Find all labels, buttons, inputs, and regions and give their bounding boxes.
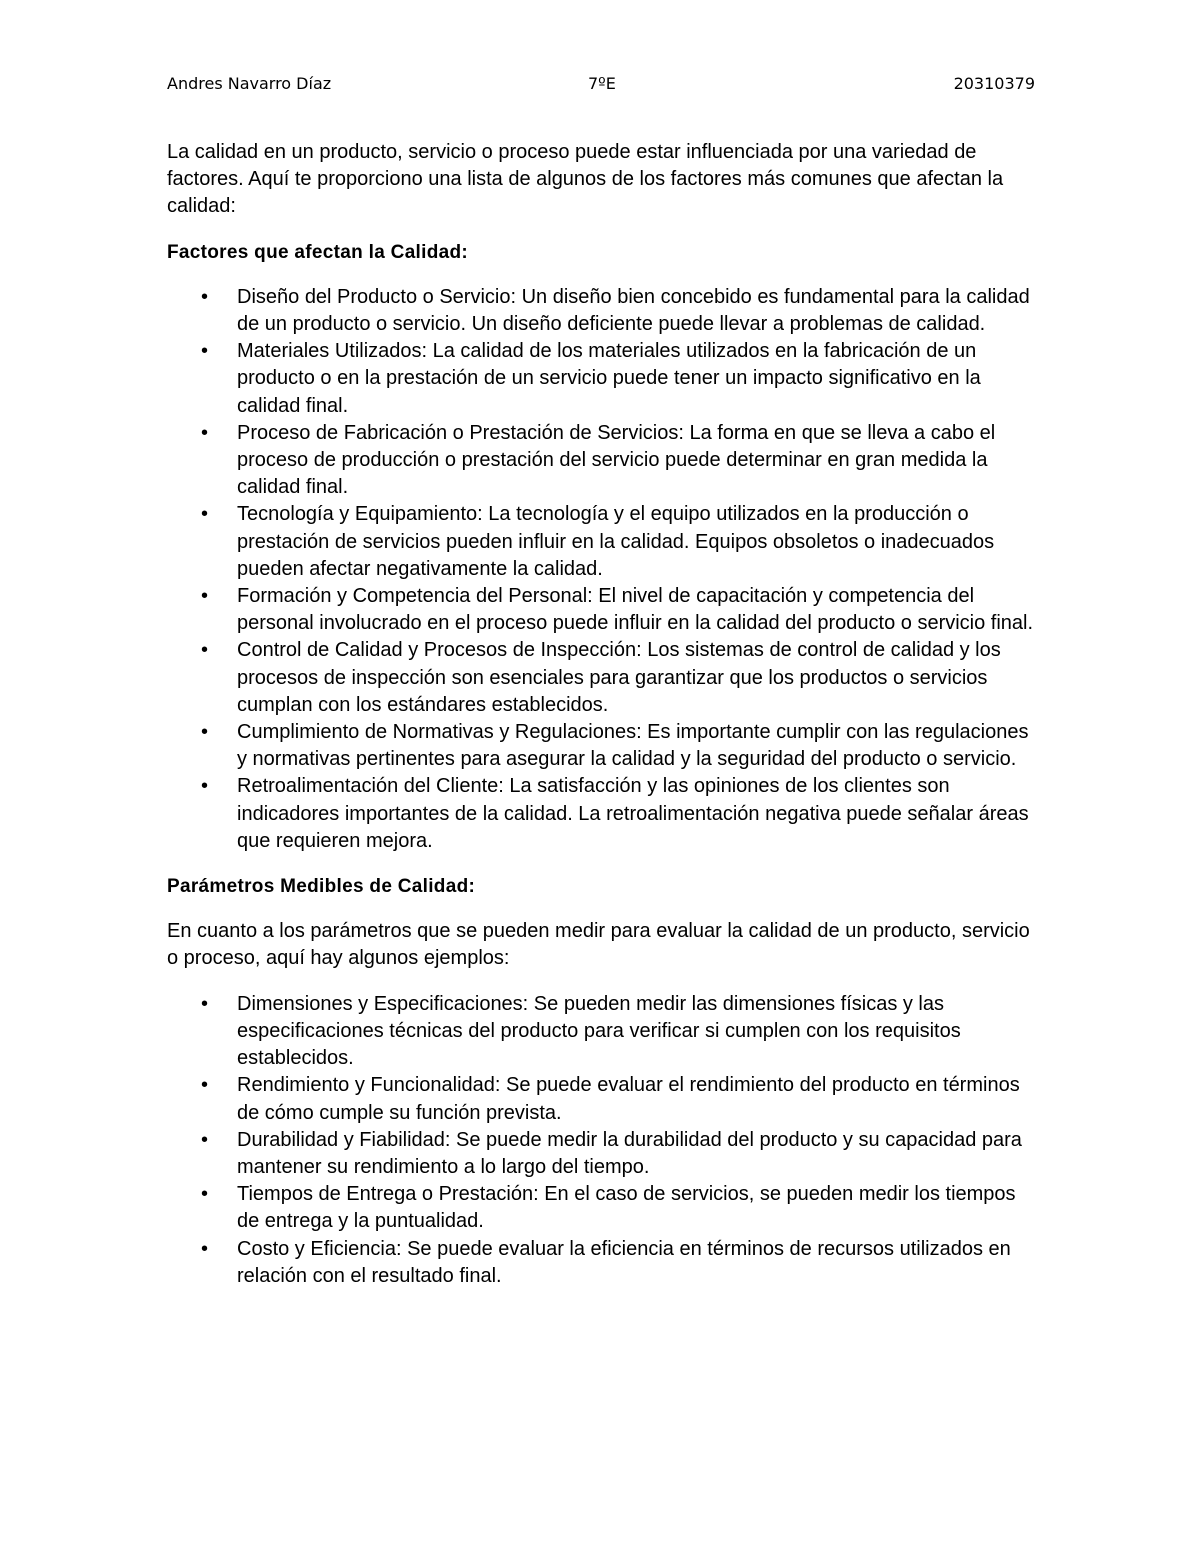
bullet-icon: • xyxy=(201,775,209,798)
list-item-text: Diseño del Producto o Servicio: Un diseño bien concebido es fundamental para la calidad de un producto o servicio. Un diseño deficiente puede llevar a problemas de calidad. xyxy=(237,285,1030,336)
intro-paragraph: La calidad en un producto, servicio o proceso puede estar influenciada por una variedad de factores. Aquí te proporciono una lista de algunos de los factores más comunes que afectan la calidad: xyxy=(167,141,1004,218)
list-item xyxy=(167,1236,1035,1290)
list-item xyxy=(167,420,1035,502)
list-item-text: Proceso de Fabricación o Prestación de Servicios: La forma en que se lleva a cabo el proceso de producción o prestación del servicio puede determinar en gran medida la calidad final. xyxy=(237,421,996,499)
list-item-text: Costo y Eficiencia: Se puede evaluar la eficiencia en términos de recursos utilizados en relación con el resultado final. xyxy=(237,1237,1011,1287)
list-item-text: Formación y Competencia del Personal: El nivel de capacitación y competencia del personal involucrado en el proceso puede influir en la calidad del producto o servicio final. xyxy=(237,585,1034,635)
bullet-icon: • xyxy=(201,503,209,526)
author-name: Andres Navarro Díaz xyxy=(167,74,332,93)
list-item-text: Dimensiones y Especificaciones: Se pueden medir las dimensiones físicas y las especificaciones técnicas del producto para verificar si cumplen con los requisitos establecidos. xyxy=(237,992,961,1070)
bullet-icon: • xyxy=(201,721,209,744)
list-item-text: Rendimiento y Funcionalidad: Se puede evaluar el rendimiento del producto en términos de cómo cumple su función prevista. xyxy=(237,1074,1020,1124)
bullet-icon: • xyxy=(201,585,209,608)
list-item xyxy=(167,719,1035,773)
bullet-icon: • xyxy=(201,1074,209,1097)
parameters-intro-paragraph: En cuanto a los parámetros que se pueden medir para evaluar la calidad de un producto, servicio o proceso, aquí hay algunos ejemplos: xyxy=(167,920,1030,970)
group-label: 7ºE xyxy=(588,74,616,93)
bullet-icon: • xyxy=(201,1128,209,1151)
bullet-icon: • xyxy=(201,1183,209,1206)
list-item xyxy=(167,991,1035,1073)
list-item xyxy=(167,284,1035,338)
list-item-text: Retroalimentación del Cliente: La satisfacción y las opiniones de los clientes son indicadores importantes de la calidad. La retroalimentación negativa puede señalar áreas que requieren mejora. xyxy=(237,775,1029,852)
list-item xyxy=(167,501,1035,583)
list-item-text: Tecnología y Equipamiento: La tecnología y el equipo utilizados en la producción o prestación de servicios pueden influir en la calidad. Equipos obsoletos o inadecuados pueden afectar negativamente la calidad. xyxy=(237,503,995,580)
list-item-text: Control de Calidad y Procesos de Inspección: Los sistemas de control de calidad y los procesos de inspección son esenciales para garantizar que los productos o servicios cumplan con los estándares establecidos. xyxy=(237,639,1001,716)
list-item xyxy=(167,338,1035,420)
bullet-icon: • xyxy=(201,285,209,308)
list-item xyxy=(167,1181,1035,1235)
bullet-icon: • xyxy=(201,992,209,1015)
list-item-text: Tiempos de Entrega o Prestación: En el caso de servicios, se pueden medir los tiempos de entrega y la puntualidad. xyxy=(237,1183,1016,1233)
list-item xyxy=(167,773,1035,855)
list-item xyxy=(167,583,1035,637)
section-title-parameters: Parámetros Medibles de Calidad: xyxy=(167,876,476,898)
bullet-icon: • xyxy=(201,421,209,444)
document-body xyxy=(167,139,1035,1290)
list-item xyxy=(167,1127,1035,1181)
factors-list xyxy=(167,284,1035,855)
section-title-factors: Factores que afectan la Calidad: xyxy=(167,241,469,263)
list-item-text: Materiales Utilizados: La calidad de los materiales utilizados en la fabricación de un producto o en la prestación de un servicio puede tener un impacto significativo en la calidad final. xyxy=(237,340,981,417)
bullet-icon: • xyxy=(201,639,209,662)
student-id: 20310379 xyxy=(953,74,1035,93)
list-item xyxy=(167,1072,1035,1126)
list-item xyxy=(167,637,1035,719)
list-item-text: Durabilidad y Fiabilidad: Se puede medir la durabilidad del producto y su capacidad para mantener su rendimiento a lo largo del tiempo. xyxy=(237,1128,1022,1178)
page-header xyxy=(167,74,1035,98)
bullet-icon: • xyxy=(201,340,209,363)
parameters-list xyxy=(167,991,1035,1290)
bullet-icon: • xyxy=(201,1237,209,1260)
list-item-text: Cumplimiento de Normativas y Regulaciones: Es importante cumplir con las regulaciones y normativas pertinentes para asegurar la calidad y la seguridad del producto o servicio. xyxy=(237,721,1029,771)
